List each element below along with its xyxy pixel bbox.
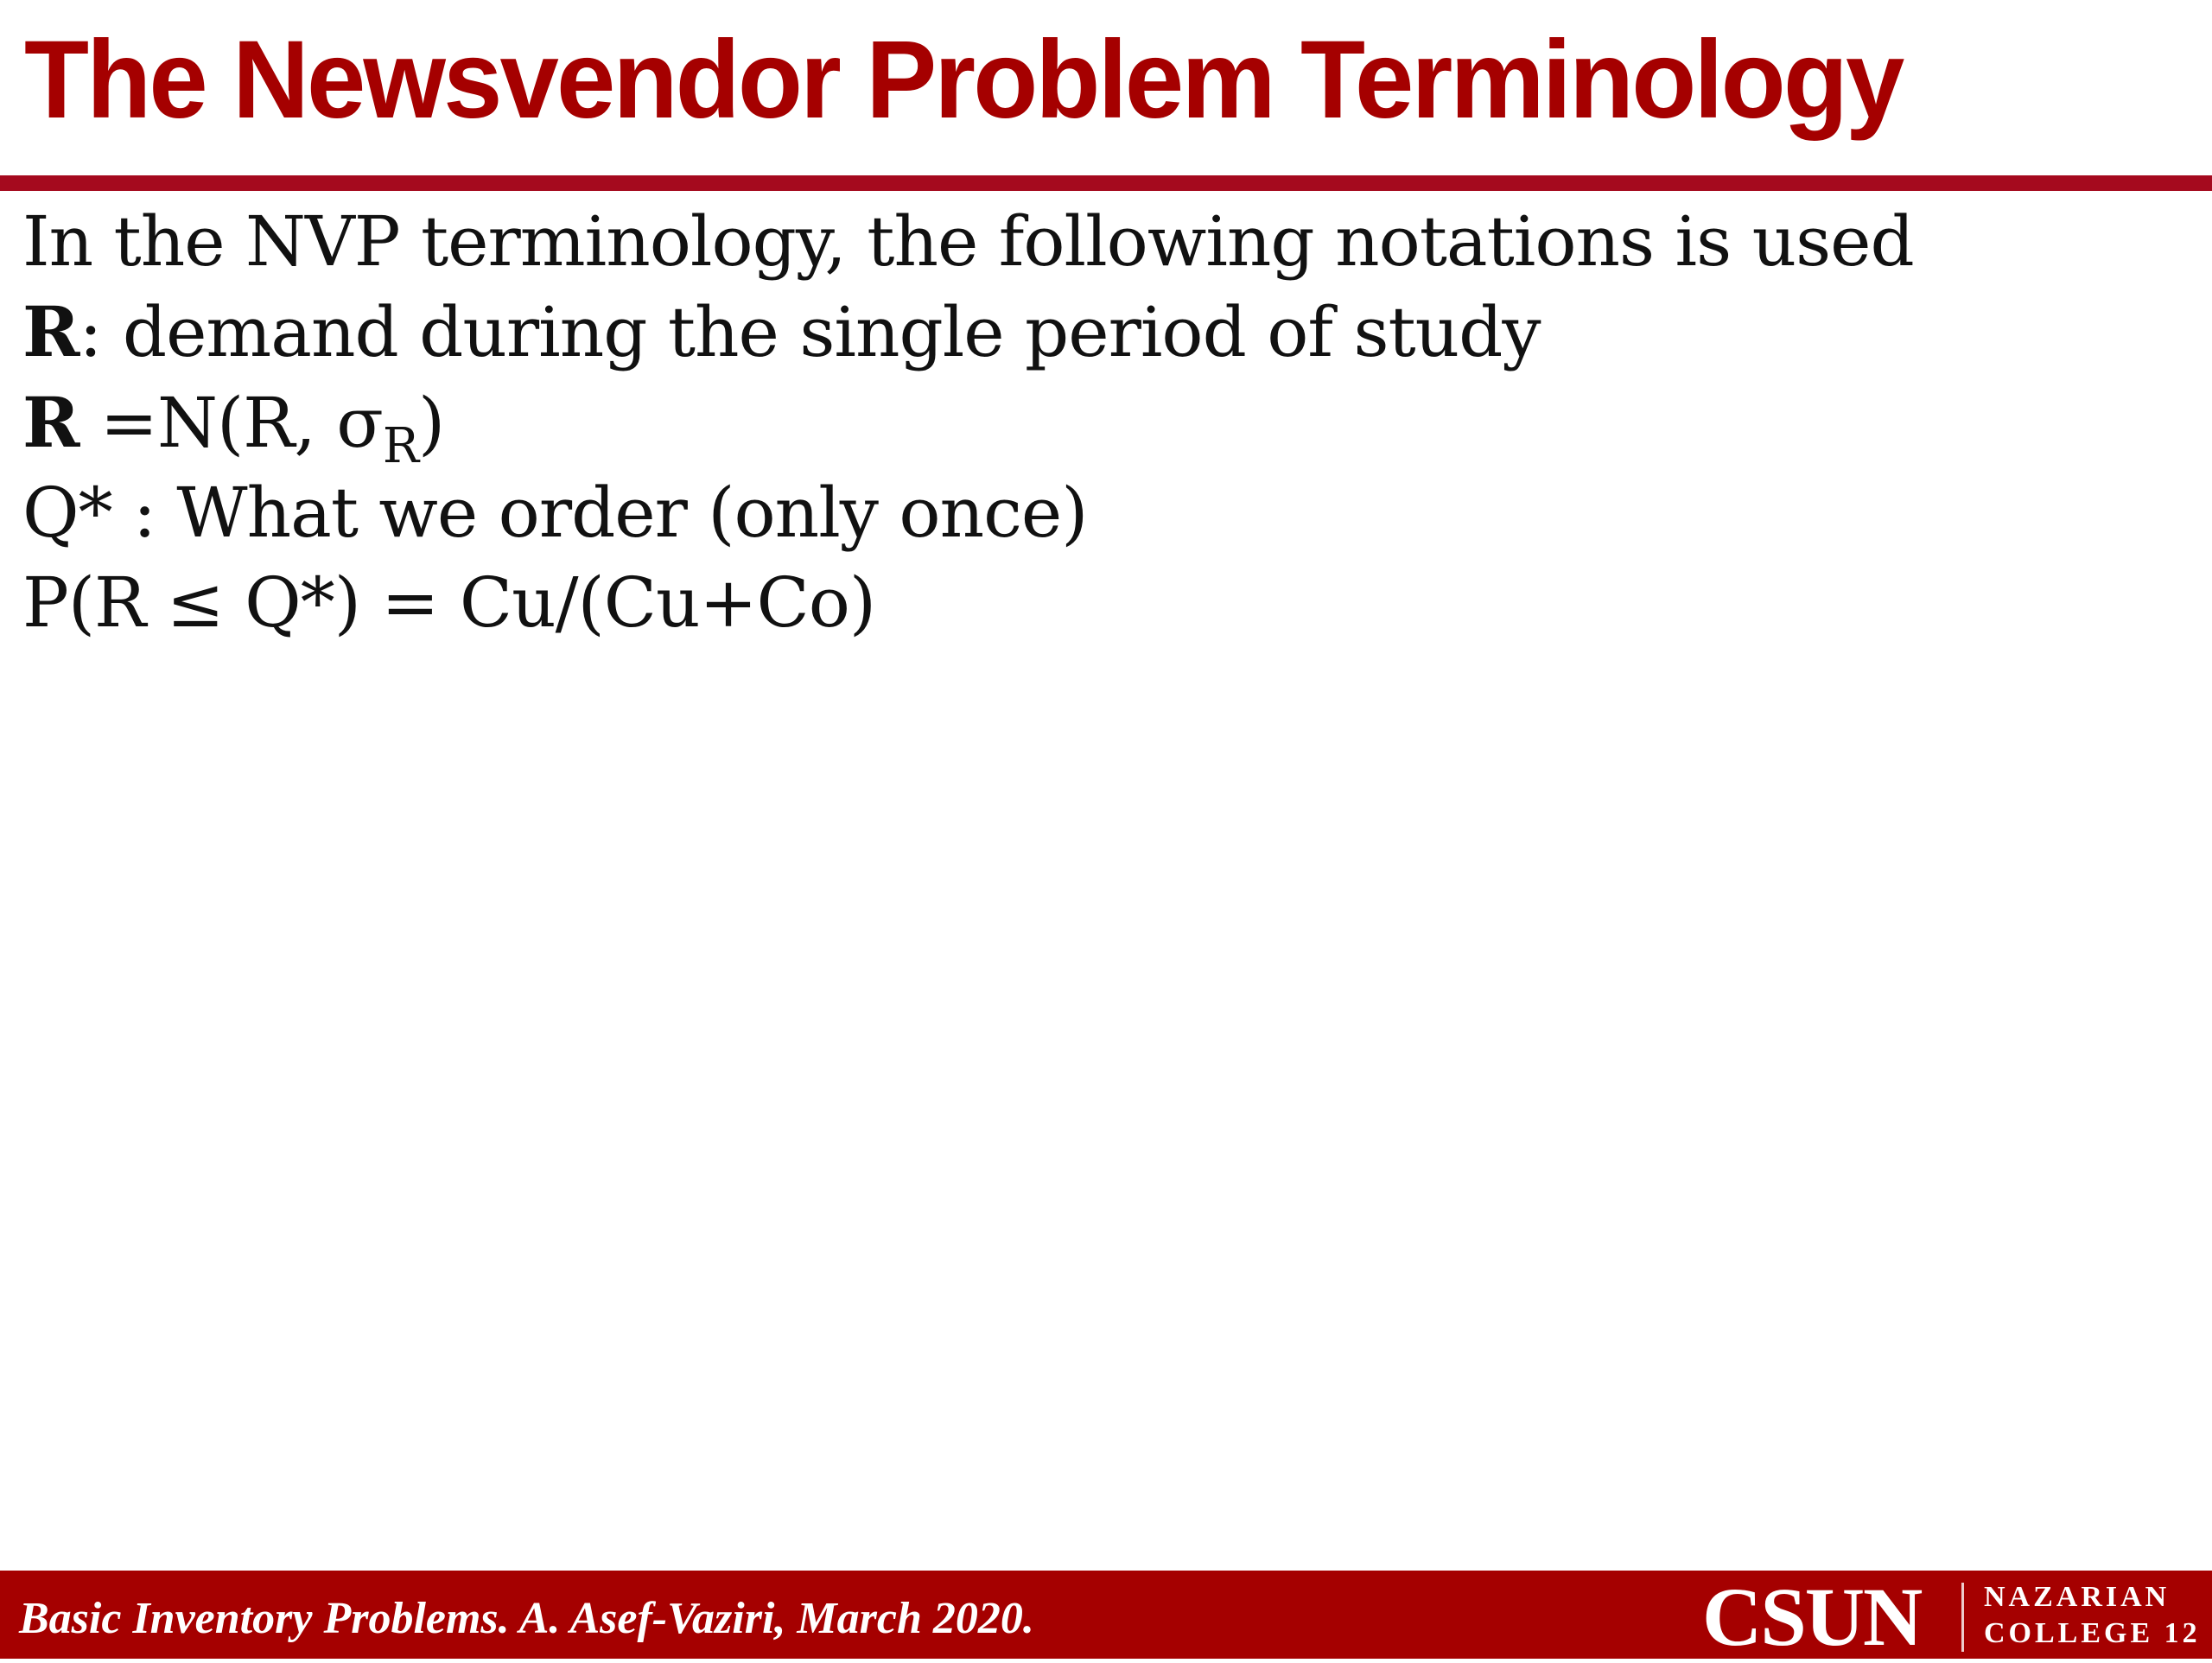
distribution-close: ) xyxy=(418,383,445,463)
order-quantity-line: Q* : What we order (only once) xyxy=(22,473,1088,553)
intro-line: In the NVP terminology, the following notations is used xyxy=(22,201,1914,282)
logo-divider xyxy=(1961,1583,1964,1652)
demand-symbol: R xyxy=(22,291,79,372)
slide-title: The Newsvendor Problem Terminology xyxy=(24,18,1903,142)
distribution-line xyxy=(22,378,2183,474)
logo-college: COLLEGE 12 xyxy=(1984,1617,2201,1649)
footer-bar xyxy=(0,1571,2212,1663)
slide-body xyxy=(22,197,2183,648)
sigma-subscript: R xyxy=(382,418,419,474)
title-divider xyxy=(0,175,2212,191)
demand-definition-text: : demand during the single period of study xyxy=(79,292,1541,372)
critical-ratio-line: P(R ≤ Q*) = Cu/(Cu+Co) xyxy=(22,562,876,643)
distribution-expression: =N(R, σ xyxy=(79,383,383,463)
logo-nazarian: NAZARIAN xyxy=(1984,1581,2171,1613)
distribution-symbol: R xyxy=(22,382,79,463)
footer-citation: Basic Inventory Problems. A. Asef-Vaziri, March 2020. xyxy=(19,1594,1034,1643)
logo-college-text xyxy=(1984,1579,2201,1652)
csun-nazarian-logo xyxy=(1702,1571,2212,1663)
demand-definition-line xyxy=(22,287,2183,378)
logo-csun-text: CSUN xyxy=(1702,1571,1922,1663)
